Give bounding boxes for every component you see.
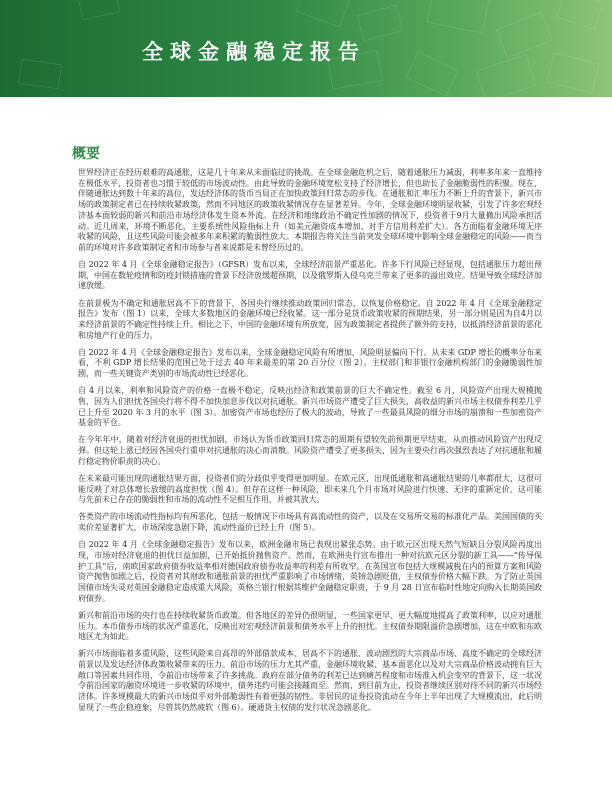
paragraph: 自 2022 年 4 月《全球金融稳定报告》发布以来，全球金融稳定风险有所增加，风险明显偏向下行。从未来 GDP 增长的概率分布来看，不利 GDP 增长结果的范围已处于过去 40 年来最差的第 20 百分位（图 2）。主权部门和非银行金融机构部门的金融脆弱性加剧，而一些关键资产类别的市场流动性已经恶化。 — [78, 347, 542, 379]
paragraph: 在今年年中，随着对经济衰退的担忧加剧，市场认为货币政策回归常态的周期有望较先前预期更早结束，从而推动风险资产出现反弹。但这轮上涨已经因各国央行重申对抗通胀的决心而消散。风险资产遭受了更多损失，因为主要央行再次强烈表达了对抗通胀和履行稳定物价职责的决心。 — [78, 435, 542, 466]
body-text — [78, 168, 542, 720]
paragraph: 自 4 月以来，利率和风险资产的价格一直极不稳定，反映出经济和政策前景的巨大不确定性。截至 6 月，风险资产出现大规模抛售，因为人们担忧各国央行将不得不加快加息步伐以对抗通胀。新兴市场资产遭受了巨大损失，高收益的新兴市场主权债券利差几乎已上升至 2020 年 3 月的水平（图 3）。加密资产市场也经历了极大的波动，导致了一些最具风险的细分市场的崩溃和一些加密资产基金的平仓。 — [78, 386, 542, 428]
paragraph: 新兴市场面临着多重风险，这些风险来自高昂的外部借款成本、居高不下的通胀、波动剧烈的大宗商品市场、高度不确定的全球经济前景以及发达经济体政策收紧带来的压力。前沿市场的压力尤其严重，金融环境收紧、基本面恶化以及对大宗商品价格波动拥有巨大敞口等因素共同作用，令前沿市场带来了许多挑战。政府在部分债务的利差已达到痛苦程度和市场准入机会变窄的背景下，这一状况令前沿国家的融资环境进一步收紧的环境中，债务违约可能会接踵而至。然而，到目前为止，投资者继续区别对待不同的新兴市场经济体。许多规模最大的新兴市场似乎对外部脆弱性有着更强的韧性。非居民的证券投资流动在今年上半年出现了大规模流出，此后明显现了一些企稳迹象，尽管其仍然疲软（图 6）。硬通货主权债的发行状况急剧恶化。 — [78, 649, 542, 712]
paragraph: 在未来最可能出现的通胀结果方面，投资者们的分歧似乎变得更加明显。在欧元区，出现低通胀和高通胀结果的几率都很大，这很可能反映了对总体增长放缓的高度担忧（图 4）。但存在这样一种风险，即未来几个月市场对风险进行快速、无序的重新定价，这可能与先前未已存在的脆弱性和市场的流动性不足相互作用，并被其放大。 — [78, 473, 542, 505]
paragraph: 自 2022 年 4 月《全球金融稳定报告》发布以来，欧洲金融市场已表现出紧张态势。由于欧元区出现天然气短缺且分裂风险再度出现，市场对经济衰退的担忧日益加剧，已开始抵价抛售资产。然而，在欧洲央行宣布推出一种对抗欧元区分裂的新工具——“传导保护工具”后，南欧国家政府债券收益率相对德国政府债券收益率的利差有所收窄。在英国宣布包括大规模减税在内的预算方案和风险资产抛售加剧之后，投资者对其财政和通胀前景的担忧严重影响了市场情绪，英镑急剧贬值，主权债券价格大幅下跌。为了防止英国国债市场失灵对英国金融稳定造成重大风险，英格兰银行根据其维护金融稳定职责，于 9 月 28 日宣布临时性地定向购入长期英国政府债券。 — [78, 540, 542, 603]
report-title: 全球金融稳定报告 — [142, 40, 366, 64]
paragraph: 在前景极为不确定和通胀居高不下的背景下，各国央行继续推动政策回归常态，以恢复价格稳定。自 2022 年 4 月《全球金融稳定报告》发布（图 1）以来，全球大多数地区的金融环境已经收紧。这一部分是货币政策收紧的预期结果，另一部分则是因为自4月以来经济前景的不确定性持续上升。相比之下，中国的金融环境有所放宽，因为政策制定者提供了额外的支持，以抵消经济前景的恶化和房地产行业的压力。 — [78, 298, 542, 340]
paragraph: 新兴和前沿市场的央行也在持续收紧货币政策。但各地区的差异仍很明显，一些国家更早、更大幅度地提高了政策利率，以应对通胀压力。本币债券市场的状况严重恶化，反映出对宏观经济前景和债务水平上升的担忧。主权债券期限溢价急剧增加，这在中欧和东欧地区尤为如此。 — [78, 610, 542, 642]
section-heading: 概要 — [72, 146, 100, 162]
paragraph: 世界经济正在经历艰难的高通胀，这是几十年来从未面临过的挑战。在全球金融危机之后，随着通胀压力减弱，利率多年来一直维持在极低水平，投资者也习惯于较低的市场波动性。由此导致的金融环境宽松支持了经济增长，但也助长了金融脆弱性的积聚。现在，伴随通胀达到数十年来的高位，发达经济体的货币当局正在加快政策回归常态的步伐。在通胀和汇率压力不断上升的背景下，新兴市场的政策制定者已在持续收紧政策，然而不同地区的政策收紧情况存在显著差异。今年，全球金融环境明显收紧，引发了许多宏观经济基本面较弱的新兴和前沿市场经济体发生资本外流。在经济和地缘政治不确定性加剧的情况下，投资者于9月大量撤出风险承担活动。近几周来，环境不断恶化，主要系统性风险指标上升（如美元融资成本增加、对手方信用利差扩大）。各方面临着金融环境无序收紧的风险，且这些风险可能会被多年来积累的脆弱性放大。本期报告将关注当前突发全球环境中影响全球金融稳定的风险——而当前的环境对许多政策制定者和市场参与者来说都是未曾经历过的。 — [78, 168, 542, 252]
paragraph: 各类资产的市场流动性指标均有所恶化，包括一般情况下市场具有高流动性的资产，以及在交易所交易的标准化产品。美国国债的买卖价差显著扩大，市场深度急剧下降，流动性溢价已经上升（图 5）。 — [78, 512, 542, 533]
header-banner — [0, 0, 612, 97]
paragraph: 自 2022 年 4 月《全球金融稳定报告》（GFSR）发布以来，全球经济前景严重恶化。许多下行风险已经显现，包括通胀压力超出预期，中国在数轮疫情和防疫封锁措施的背景下经济放缓超预期，以及俄罗斯入侵乌克兰带来了更多的溢出效应。结果导致全球经济加速放缓。 — [78, 260, 542, 291]
